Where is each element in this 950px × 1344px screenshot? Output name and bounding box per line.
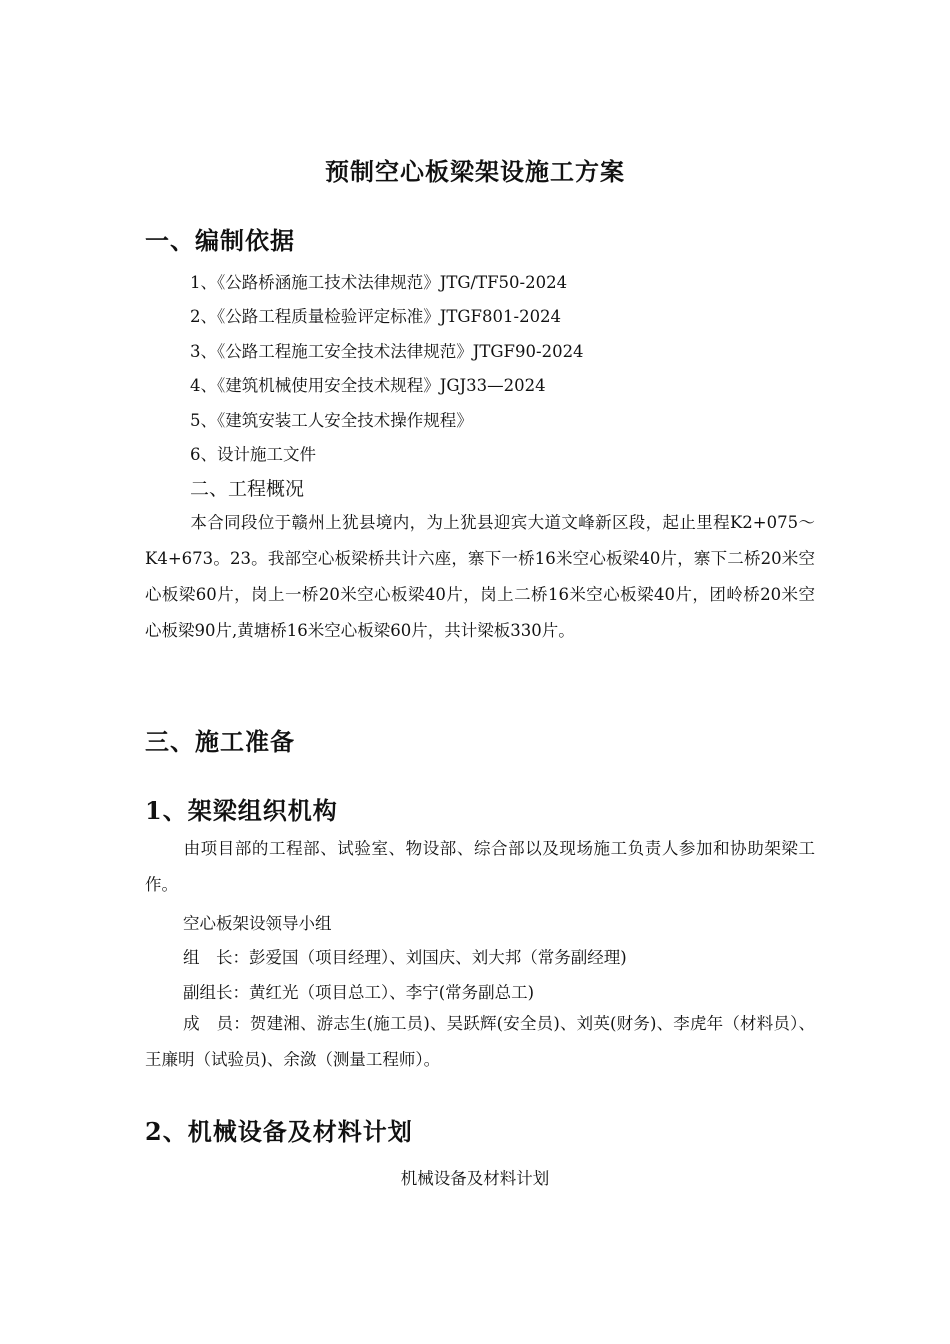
section-heading-basis: 一、编制依据 (145, 226, 295, 255)
group-deputy-line: 副组长：黄红光（项目总工）、李宁(常务副总工) (183, 983, 535, 1002)
group-leader-line: 组 长：彭爱国（项目经理）、刘国庆、刘大邦（常务副经理) (183, 948, 627, 967)
reference-item: 3、《公路工程施工安全技术法律规范》JTGF90-2024 (190, 342, 584, 361)
section-heading-overview: 二、工程概况 (190, 478, 305, 500)
reference-item: 6、设计施工文件 (190, 445, 316, 464)
reference-item: 1、《公路桥涵施工技术法律规范》JTG/TF50-2024 (190, 273, 568, 292)
overview-paragraph-text: 本合同段位于赣州上犹县境内，为上犹县迎宾大道文峰新区段，起止里程K2+075～K4+673。23。我部空心板梁桥共计六座，寨下一桥16米空心板梁40片，寨下二桥20米空心板梁60片，岗上一桥20米空心板梁40片，岗上二桥16米空心板梁40片，团岭桥20米空心板梁90片,黄塘桥16米空心板梁60片，共计梁板330片。 (145, 513, 815, 640)
reference-item: 2、《公路工程质量检验评定标准》JTGF801-2024 (190, 307, 562, 326)
overview-paragraph (145, 505, 815, 649)
organization-intro (145, 831, 815, 903)
reference-item: 4、《建筑机械使用安全技术规程》JGJ33—2024 (190, 376, 546, 395)
subsection-heading-organization: 1、架梁组织机构 (145, 796, 338, 825)
group-members (145, 1006, 815, 1078)
reference-item: 5、《建筑安装工人安全技术操作规程》 (190, 411, 473, 430)
group-members-text: 成 员：贺建湘、游志生(施工员)、吴跃辉(安全员)、刘英(财务)、李虎年（材料员）、王廉明（试验员)、余潋（测量工程师）。 (145, 1014, 815, 1069)
section-heading-preparation: 三、施工准备 (145, 727, 295, 756)
organization-intro-text: 由项目部的工程部、试验室、物设部、综合部以及现场施工负责人参加和协助架梁工作。 (145, 839, 815, 894)
equipment-table-caption: 机械设备及材料计划 (400, 1169, 550, 1188)
subsection-heading-equipment: 2、机械设备及材料计划 (145, 1117, 413, 1146)
document-title: 预制空心板梁架设施工方案 (325, 157, 625, 186)
leadership-group-title: 空心板架设领导小组 (183, 914, 332, 933)
